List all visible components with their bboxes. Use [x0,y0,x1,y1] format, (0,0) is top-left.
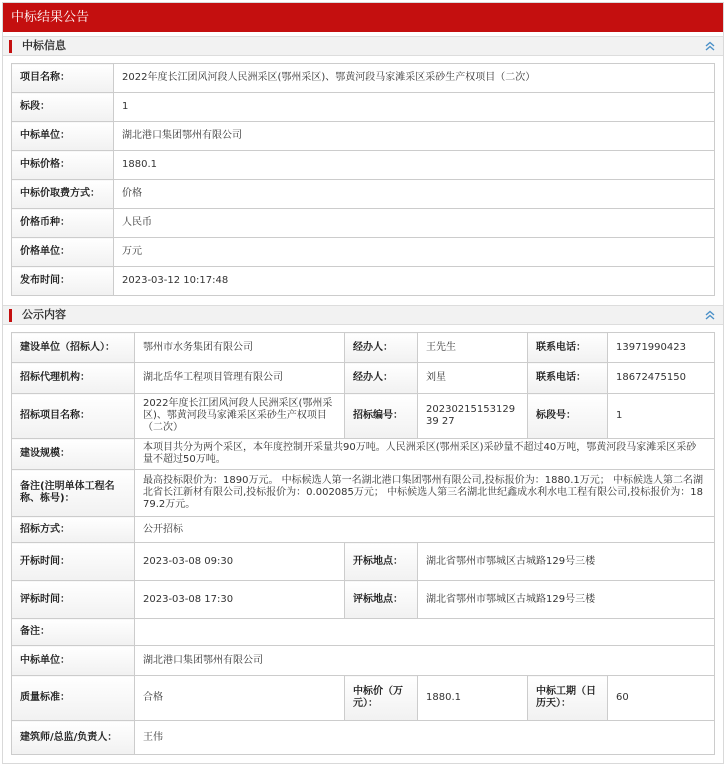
handler-label: 经办人： [345,363,418,394]
section-header-bid-info[interactable] [3,36,723,56]
scale-label: 建设规模： [12,439,135,470]
architect-label: 建筑师/总监/负责人： [12,721,135,755]
row-value: 湖北港口集团鄂州有限公司 [114,122,715,151]
bid-info-table-wrapper [11,63,715,296]
phone-value: 13971990423 [608,333,715,363]
table-row [12,151,715,180]
section-header-public-content[interactable] [3,305,723,325]
table-row [12,394,715,439]
phone-label: 联系电话： [528,333,608,363]
table-row [12,363,715,394]
double-chevron-up-icon[interactable] [703,308,717,322]
price-value: 1880.1 [418,676,528,721]
phone-label: 联系电话： [528,363,608,394]
agency-value: 湖北岳华工程项目管理有限公司 [135,363,345,394]
table-row [12,646,715,676]
note-value [135,619,715,646]
row-value: 1 [114,93,715,122]
bid-number-label: 招标编号： [345,394,418,439]
row-label: 中标价取费方式： [12,180,114,209]
table-row [12,721,715,755]
table-row [12,439,715,470]
row-label: 项目名称： [12,64,114,93]
builder-value: 鄂州市水务集团有限公司 [135,333,345,363]
eval-place-label: 评标地点： [345,581,418,619]
agency-label: 招标代理机构： [12,363,135,394]
winner-label: 中标单位： [12,646,135,676]
row-value: 价格 [114,180,715,209]
public-content-table [11,332,715,755]
remark-value: 最高投标限价为：1890万元。 中标候选人第一名湖北港口集团鄂州有限公司,投标报价为：1880.1万元； 中标候选人第二名湖北省长江新材有限公司,投标报价为：0.002085万元； 中标候选人第三名湖北世纪鑫成水利水电工程有限公司,投标报价为：1879.2万元。 [135,470,715,517]
section-number-label: 标段号： [528,394,608,439]
row-value: 万元 [114,238,715,267]
section-number-value: 1 [608,394,715,439]
double-chevron-up-icon[interactable] [703,39,717,53]
method-value: 公开招标 [135,517,715,543]
table-row [12,543,715,581]
handler-label: 经办人： [345,333,418,363]
quality-value: 合格 [135,676,345,721]
table-row [12,581,715,619]
table-row [12,333,715,363]
table-row [12,238,715,267]
bid-info-table [11,63,715,296]
open-time-value: 2023-03-08 09:30 [135,543,345,581]
remark-label: 备注(注明单体工程名称、栋号)： [12,470,135,517]
builder-label: 建设单位（招标人）： [12,333,135,363]
open-time-label: 开标时间： [12,543,135,581]
row-value: 2022年度长江团风河段人民洲采区(鄂州采区)、鄂黄河段马家滩采区采砂生产权项目（二次） [114,64,715,93]
row-label: 价格单位： [12,238,114,267]
table-row [12,619,715,646]
section-marker [9,309,12,322]
price-label: 中标价（万元）： [345,676,418,721]
row-label: 价格币种： [12,209,114,238]
table-row [12,209,715,238]
open-place-label: 开标地点： [345,543,418,581]
table-row [12,267,715,296]
section-marker [9,40,12,53]
architect-value: 王伟 [135,721,715,755]
open-place-value: 湖北省鄂州市鄂城区古城路129号三楼 [418,543,715,581]
handler-value: 王先生 [418,333,528,363]
row-label: 发布时间： [12,267,114,296]
eval-place-value: 湖北省鄂州市鄂城区古城路129号三楼 [418,581,715,619]
note-label: 备注： [12,619,135,646]
row-value: 2023-03-12 10:17:48 [114,267,715,296]
quality-label: 质量标准： [12,676,135,721]
table-row [12,517,715,543]
announcement-panel [2,2,724,764]
row-label: 中标价格： [12,151,114,180]
table-row [12,64,715,93]
section-title: 公示内容 [22,308,66,321]
project-name-value: 2022年度长江团风河段人民洲采区(鄂州采区)、鄂黄河段马家滩采区采砂生产权项目（二次） [135,394,345,439]
eval-time-label: 评标时间： [12,581,135,619]
duration-value: 60 [608,676,715,721]
eval-time-value: 2023-03-08 17:30 [135,581,345,619]
project-name-label: 招标项目名称： [12,394,135,439]
page-title: 中标结果公告 [3,3,723,32]
winner-value: 湖北港口集团鄂州有限公司 [135,646,715,676]
handler-value: 刘星 [418,363,528,394]
row-value: 人民币 [114,209,715,238]
scale-value: 本项目共分为两个采区，本年度控制开采量共90万吨。人民洲采区(鄂州采区)采砂量不超过40万吨，鄂黄河段马家滩采区采砂量不超过50万吨。 [135,439,715,470]
table-row [12,93,715,122]
section-title: 中标信息 [22,39,66,52]
method-label: 招标方式： [12,517,135,543]
row-label: 中标单位： [12,122,114,151]
phone-value: 18672475150 [608,363,715,394]
bid-number-value: 2023021515312939 27 [418,394,528,439]
table-row [12,122,715,151]
table-row [12,676,715,721]
table-row [12,180,715,209]
duration-label: 中标工期（日历天）： [528,676,608,721]
row-value: 1880.1 [114,151,715,180]
public-content-table-wrapper [11,332,715,755]
row-label: 标段： [12,93,114,122]
table-row [12,470,715,517]
